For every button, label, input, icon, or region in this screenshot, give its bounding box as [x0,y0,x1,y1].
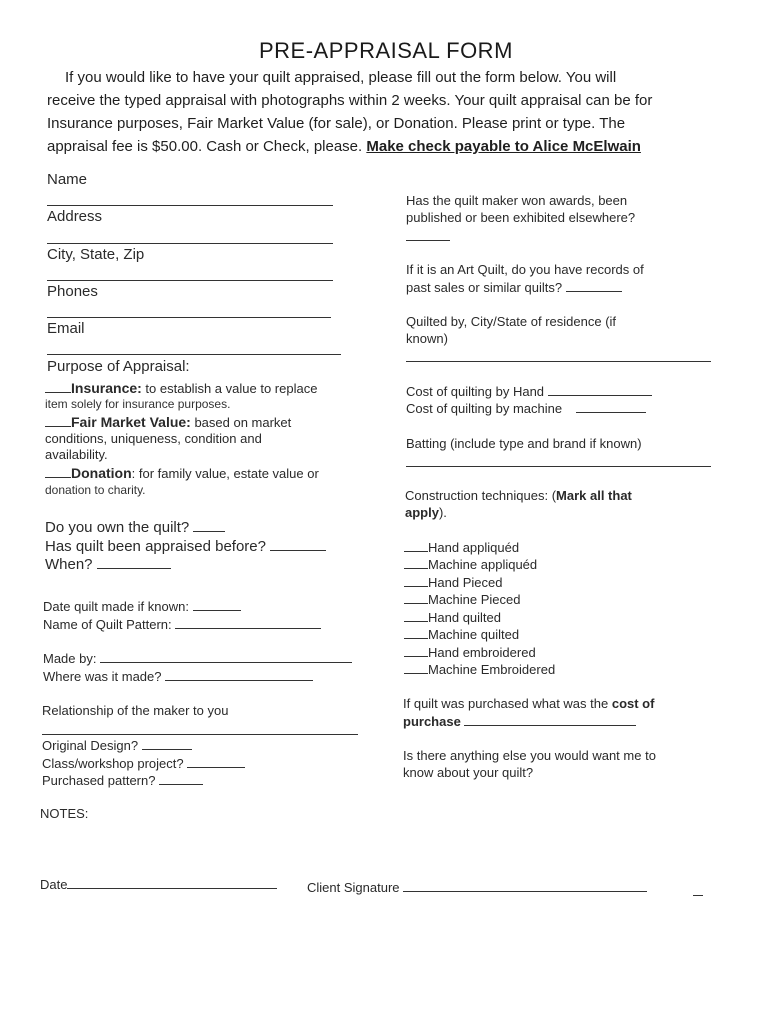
date-label: Date [40,877,68,892]
phones-field[interactable] [47,317,331,318]
own-question [45,519,225,536]
technique-label: Hand Pieced [428,575,503,590]
batting-field[interactable] [406,466,711,467]
intro-line-3: Insurance purposes, Fair Market Value (for sale), or Donation. Please print or type. The [47,115,626,132]
purchase-label: If quilt was purchased what was the [403,696,612,711]
fmv-desc-2: conditions, uniqueness, condition and [45,431,262,446]
class-field[interactable] [187,755,245,768]
cost-machine-field[interactable] [576,400,646,413]
awards-question-2: published or been exhibited elsewhere? [406,210,636,225]
art-label: past sales or similar quilts? [406,280,563,295]
when-question [45,556,171,573]
original-question [42,737,192,753]
when-field[interactable] [97,556,171,569]
construction-tail: ). [438,505,447,520]
fmv-label: Fair Market Value: [71,414,191,430]
date-made-question [43,598,241,614]
technique-item[interactable] [404,609,501,625]
purchased-pattern-label: Purchased pattern? [42,773,156,788]
email-label: Email [47,320,85,337]
fmv-check[interactable] [45,414,71,427]
construction-heading-1 [405,488,632,503]
insurance-desc-2: item solely for insurance purposes. [45,397,231,411]
city-field[interactable] [47,280,333,281]
intro-line-4 [47,135,641,158]
original-label: Original Design? [42,738,139,753]
signature-footer [307,879,647,895]
purchase-label-2: purchase [403,714,461,729]
technique-item[interactable] [404,644,536,660]
quilted-by-2: known) [406,331,448,346]
where-made-question [43,668,313,684]
technique-item[interactable] [404,626,519,642]
name-label: Name [47,171,88,188]
made-by-label: Made by: [43,651,97,666]
art-question-2 [406,279,622,295]
signature-label: Client Signature [307,880,400,895]
technique-label: Machine Embroidered [428,662,556,677]
phones-label: Phones [47,283,98,300]
anything-else-2: know about your quilt? [403,765,534,780]
technique-check[interactable] [404,574,428,587]
original-field[interactable] [142,737,192,750]
appraised-label: Has quilt been appraised before? [45,538,266,555]
appraised-field[interactable] [270,538,326,551]
cost-machine-label: Cost of quilting by machine [406,401,563,416]
address-field[interactable] [47,243,333,244]
donation-label: Donation [71,465,132,481]
purchased-pattern-question [42,772,203,788]
insurance-desc: to establish a value to replace [141,381,318,396]
date-field[interactable] [67,876,277,889]
fmv-option[interactable] [45,414,291,430]
date-made-label: Date quilt made if known: [43,599,189,614]
when-label: When? [45,556,93,573]
donation-check[interactable] [45,465,71,478]
construction-emphasis: Mark all that [556,488,632,503]
address-label: Address [47,208,103,225]
awards-field[interactable] [406,240,450,241]
where-made-field[interactable] [165,668,313,681]
intro-line-1: If you would like to have your quilt appraised, please fill out the form below. You will [65,69,617,86]
signature-tick [693,895,703,896]
technique-check[interactable] [404,609,428,622]
construction-apply: apply [405,505,439,520]
own-label: Do you own the quilt? [45,519,190,536]
purpose-label: Purpose of Appraisal: [47,358,190,375]
technique-check[interactable] [404,591,428,604]
where-made-label: Where was it made? [43,669,162,684]
technique-label: Machine quilted [428,627,520,642]
technique-label: Machine appliquéd [428,557,538,572]
cost-hand-question [406,383,652,399]
made-by-field[interactable] [100,650,352,663]
relationship-field[interactable] [42,734,358,735]
technique-item[interactable] [404,591,521,607]
technique-item[interactable] [404,539,519,555]
signature-field[interactable] [403,879,647,892]
donation-desc: : for family value, estate value or [131,466,319,481]
batting-label: Batting (include type and brand if known) [406,436,642,451]
purchase-question-1 [403,696,654,711]
construction-label: Construction techniques: ( [405,488,557,503]
cost-hand-label: Cost of quilting by Hand [406,384,545,399]
technique-label: Machine Pieced [428,592,521,607]
relationship-label: Relationship of the maker to you [42,703,229,718]
technique-check[interactable] [404,556,428,569]
pattern-question [43,616,321,632]
technique-item[interactable] [404,661,555,677]
technique-item[interactable] [404,574,502,590]
technique-label: Hand appliquéd [428,540,520,555]
technique-label: Hand quilted [428,610,501,625]
construction-heading-2 [405,505,447,520]
fee-text: appraisal fee is $50.00. Cash or Check, please. [47,138,367,155]
payable-note: Make check payable to Alice McElwain [366,138,641,155]
pattern-field[interactable] [175,616,321,629]
insurance-label: Insurance: [71,380,142,396]
art-question-1: If it is an Art Quilt, do you have records of [406,262,644,277]
fmv-desc: based on market [190,415,292,430]
made-by-question [43,650,352,666]
purchase-field[interactable] [464,713,636,726]
email-field[interactable] [47,354,341,355]
technique-check[interactable] [404,626,428,639]
quilted-by-field[interactable] [406,361,711,362]
technique-check[interactable] [404,539,428,552]
class-label: Class/workshop project? [42,756,184,771]
technique-item[interactable] [404,556,537,572]
purchase-emphasis: cost of [611,696,655,711]
date-footer [40,876,277,892]
technique-check[interactable] [404,661,428,674]
quilted-by-1: Quilted by, City/State of residence (if [406,314,617,329]
donation-desc-2: donation to charity. [45,483,146,497]
fmv-desc-3: availability. [45,447,108,462]
art-field[interactable] [566,279,622,292]
intro-line-2: receive the typed appraisal with photographs within 2 weeks. Your quilt appraisal can be for [47,92,653,109]
technique-label: Hand embroidered [428,645,536,660]
name-field[interactable] [47,205,333,206]
insurance-option[interactable] [45,380,317,396]
awards-question-1: Has the quilt maker won awards, been [406,193,628,208]
city-label: City, State, Zip [47,246,145,263]
own-field[interactable] [193,519,225,532]
date-made-field[interactable] [193,598,241,611]
pattern-label: Name of Quilt Pattern: [43,617,172,632]
page-title: PRE-APPRAISAL FORM [259,38,513,63]
insurance-check[interactable] [45,380,71,393]
donation-option[interactable] [45,465,319,481]
cost-machine-question [406,400,646,416]
appraised-question [45,538,326,555]
notes-label: NOTES: [40,806,89,821]
cost-hand-field[interactable] [548,383,652,396]
anything-else-1: Is there anything else you would want me to [403,748,656,763]
class-question [42,755,245,771]
purchase-question-2 [403,713,636,729]
purchased-pattern-field[interactable] [159,772,203,785]
technique-check[interactable] [404,644,428,657]
